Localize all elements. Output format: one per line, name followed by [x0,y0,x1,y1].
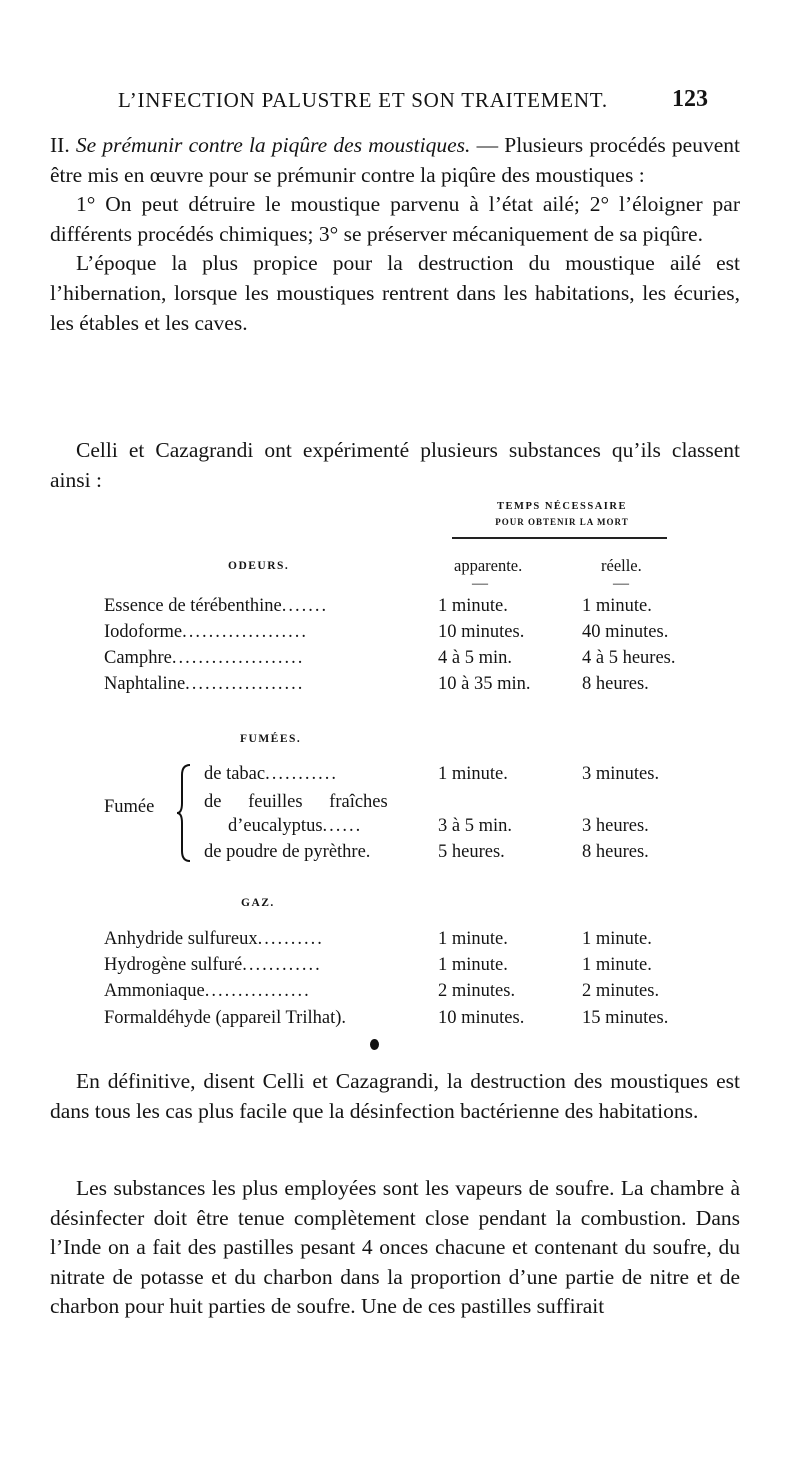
row-label: Essence de térébenthine....... [104,596,329,616]
row-reelle: 3 minutes. [582,764,660,784]
row-apparente: 10 minutes. [438,622,525,642]
row-label: d’eucalyptus...... [228,816,363,836]
intro-paragraph-3: L’époque la plus propice pour la destruction du moustique ailé est l’hibernation, lorsque les moustiques rentrent dans les habitations, les écuries, les étables et les caves. [50,251,740,335]
page-header [0,84,800,124]
fumee-group-label: Fumée [104,797,155,817]
intro-paragraph-1 [50,131,740,190]
row-label: Camphre.................... [104,648,305,668]
section-number: II. [50,133,70,157]
intro-text [50,131,740,338]
row-label: Anhydride sulfureux.......... [104,929,324,949]
row-reelle: 40 minutes. [582,622,669,642]
row-reelle: 8 heures. [582,842,649,862]
column-group-rule [452,537,667,539]
table-temps-subheading: POUR OBTENIR LA MORT [495,517,629,527]
row-apparente: 1 minute. [438,929,508,949]
section-title: Se prémunir contre la piqûre des moustiques. [75,133,471,157]
fumees-heading: FUMÉES. [240,733,302,745]
closing-paragraph-2: Les substances les plus employées sont les vapeurs de soufre. La chambre à désinfecter doit être tenue complètement close pendant la combustion. Dans l’Inde on a fait des pastilles pesant 4 onces chacune et contenant du soufre, du nitrate de potasse et du charbon dans la proportion d’une partie de nitre et de charbon pour huit parties de soufre. Une de ces pastilles suffirait [50,1176,740,1319]
table-row [104,955,694,981]
closing-paragraph-1: En définitive, disent Celli et Cazagrandi, la destruction des moustiques est dans tous les cas plus facile que la désinfection bactérienne des habitations. [50,1069,740,1123]
table-row [204,816,694,842]
row-apparente: 10 minutes. [438,1008,525,1028]
table-row [104,929,694,955]
table-row [104,981,694,1007]
table-row [104,674,694,700]
row-label: de tabac........... [204,764,338,784]
table-row [204,764,694,790]
table-row [104,622,694,648]
row-reelle: 1 minute. [582,929,652,949]
intro-paragraph-1-rest: — Plusieurs procédés peuvent être mis en œuvre pour se prémunir contre la piqûre des moustiques : [50,133,740,187]
table-temps-heading: TEMPS NÉCESSAIRE [497,501,627,512]
column-dash-reelle: — [613,575,629,592]
row-apparente: 3 à 5 min. [438,816,512,836]
row-label: de poudre de pyrèthre. [204,842,371,862]
intro-paragraph-4: Celli et Cazagrandi ont expérimenté plusieurs substances qu’ils classent ainsi : [50,438,740,492]
column-header-reelle: réelle. [601,556,642,575]
row-reelle: 8 heures. [582,674,649,694]
odeurs-heading: ODEURS. [228,560,290,572]
row-apparente: 1 minute. [438,596,508,616]
table-row [104,648,694,674]
column-header-apparente: apparente. [454,556,523,575]
row-apparente: 2 minutes. [438,981,516,1001]
row-label: Ammoniaque................ [104,981,311,1001]
row-apparente: 1 minute. [438,955,508,975]
table-row [104,1008,694,1034]
row-reelle: 15 minutes. [582,1008,669,1028]
row-label: Naphtaline.................. [104,674,305,694]
row-label: Hydrogène sulfuré............ [104,955,322,975]
row-reelle: 1 minute. [582,596,652,616]
row-reelle: 2 minutes. [582,981,660,1001]
row-label: Formaldéhyde (appareil Trilhat). [104,1008,346,1028]
left-brace-icon [176,763,194,863]
table-row [204,792,694,818]
running-title: L’INFECTION PALUSTRE ET SON TRAITEMENT. [118,88,608,112]
row-reelle: 3 heures. [582,816,649,836]
row-apparente: 10 à 35 min. [438,674,531,694]
row-apparente: 1 minute. [438,764,508,784]
row-reelle: 4 à 5 heures. [582,648,676,668]
row-apparente: 4 à 5 min. [438,648,512,668]
row-label: de feuilles fraîches [204,792,388,812]
table-row [204,842,694,868]
intro-paragraph-2: 1° On peut détruire le moustique parvenu à l’état ailé; 2° l’éloigner par différents procédés chimiques; 3° se préserver mécaniquement de sa piqûre. [50,192,740,246]
row-reelle: 1 minute. [582,955,652,975]
row-label: Iodoforme................... [104,622,308,642]
intro-paragraph-4-wrap [50,438,740,495]
gaz-heading: GAZ. [241,897,275,909]
ink-dot [370,1039,379,1050]
page-number: 123 [672,86,708,112]
row-apparente: 5 heures. [438,842,505,862]
column-dash-apparente: — [472,575,488,592]
table-row [104,596,694,622]
